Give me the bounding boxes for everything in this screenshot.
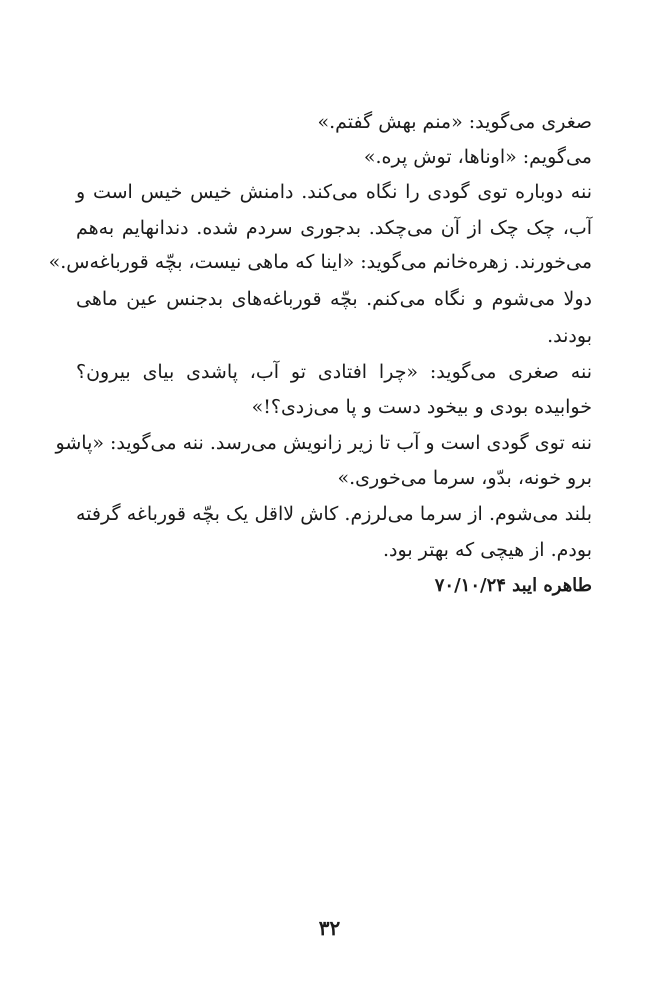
text-line-5: می‌خورند. زهره‌خانم می‌گوید: «اینا که ماهی نیست، بچّه قورباغه‌س.» — [48, 251, 592, 273]
text-line-6: دولا می‌شوم و نگاه می‌کنم. بچّه قورباغه‌های بدجنس عین ماهی — [76, 288, 592, 310]
text-line-2: می‌گویم: «اوناها، توش پره.» — [363, 146, 592, 168]
text-line-7: بودند. — [547, 325, 592, 347]
text-line-12: بلند می‌شوم. از سرما می‌لرزم. کاش لااقل یک بچّه قورباغه گرفته — [76, 503, 592, 525]
text-line-13: بودم. از هیچی که بهتر بود. — [383, 539, 592, 561]
page-number: ۳۲ — [318, 916, 341, 940]
text-line-1: صغری می‌گوید: «منم بهش گفتم.» — [317, 111, 592, 133]
text-line-8: ننه صغری می‌گوید: «چرا افتادی تو آب، پاشدی بیای بیرون؟ — [76, 361, 592, 383]
text-line-4: آب، چک چک از آن می‌چکد. بدجوری سردم شده. دندانهایم به‌هم — [76, 217, 592, 239]
text-line-3: ننه دوباره توی گودی را نگاه می‌کند. دامنش خیس خیس است و — [76, 181, 592, 203]
text-line-11: برو خونه، بدّو، سرما می‌خوری.» — [337, 467, 592, 489]
author-signature: طاهره ایبد ۷۰/۱۰/۲۴ — [434, 575, 592, 596]
text-line-9: خوابیده بودی و بیخود دست و پا می‌زدی؟!» — [251, 396, 592, 418]
text-line-10: ننه توی گودی است و آب تا زیر زانویش می‌رسد. ننه می‌گوید: «پاشو — [55, 432, 592, 454]
